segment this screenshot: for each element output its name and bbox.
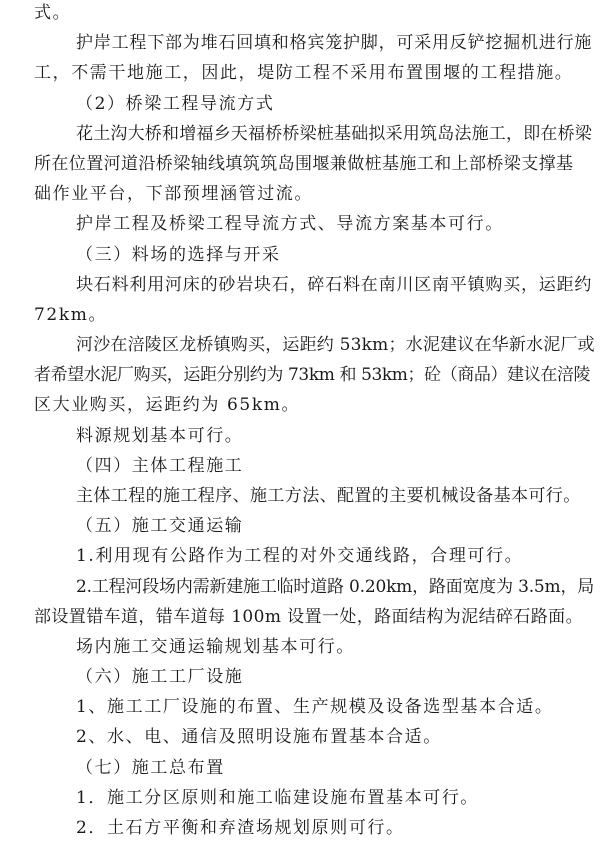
paragraph-line: 场内施工交通运输规划基本可行。 xyxy=(76,636,355,657)
paragraph-line: 式。 xyxy=(34,3,72,23)
paragraph-line: 护岸工程及桥梁工程导流方式、导流方案基本可行。 xyxy=(76,214,504,235)
paragraph-line: 块石料利用河床的砂岩块石，碎石料在南川区南平镇购买，运距约 xyxy=(76,274,593,295)
section-heading: （2）桥梁工程导流方式 xyxy=(76,93,275,114)
paragraph-line: 1、施工工厂设施的布置、生产规模及设备选型基本合适。 xyxy=(76,697,554,718)
paragraph-line: 2.工程河段场内需新建施工临时道路 0.20km，路面宽度为 3.5m，局 xyxy=(76,576,595,597)
paragraph-line: 主体工程的施工程序、施工方法、配置的主要机械设备基本可行。 xyxy=(76,486,581,506)
paragraph-line: 1.利用现有公路作为工程的对外交通线路，合理可行。 xyxy=(76,546,524,567)
paragraph-line: 2．土石方平衡和弃渣场规划原则可行。 xyxy=(76,818,405,838)
paragraph-line: 料源规划基本可行。 xyxy=(76,425,244,446)
section-heading: （三）料场的选择与开采 xyxy=(76,244,281,265)
paragraph-line: 区大业购买，运距约为 65km。 xyxy=(34,395,301,416)
section-heading: （五）施工交通运输 xyxy=(76,516,244,537)
paragraph-line: 者希望水泥厂购买，运距分别约为 73km 和 53km；砼（商品）建议在涪陵 xyxy=(34,365,591,386)
paragraph-line: 础作业平台，下部预埋涵管过流。 xyxy=(34,184,313,205)
paragraph-line: 72km。 xyxy=(34,304,108,325)
paragraph-line: 花土沟大桥和增福乡天福桥桥梁桩基础拟采用筑岛法施工，即在桥梁 xyxy=(76,123,592,144)
section-heading: （六）施工工厂设施 xyxy=(76,667,244,688)
paragraph-line: 河沙在涪陵区龙桥镇购买，运距约 53km；水泥建议在华新水泥厂或 xyxy=(76,335,595,355)
paragraph-line: 护岸工程下部为堆石回填和格宾笼护脚，可采用反铲挖掘机进行施 xyxy=(76,33,593,54)
paragraph-line: 1．施工分区原则和施工临建设施布置基本可行。 xyxy=(76,787,480,808)
paragraph-line: 2、水、电、通信及照明设施布置基本合适。 xyxy=(76,727,442,748)
paragraph-line: 所在位置河道沿桥梁轴线填筑筑岛围堰兼做桩基施工和上部桥梁支撑基 xyxy=(34,153,574,174)
paragraph-line: 工，不需干地施工，因此，堤防工程不采用布置围堰的工程措施。 xyxy=(34,63,574,84)
section-heading: （四）主体工程施工 xyxy=(76,455,244,476)
section-heading: （七）施工总布置 xyxy=(76,757,225,778)
paragraph-line: 部设置错车道，错车道每 100m 设置一处，路面结构为泥结碎石路面。 xyxy=(34,606,583,627)
